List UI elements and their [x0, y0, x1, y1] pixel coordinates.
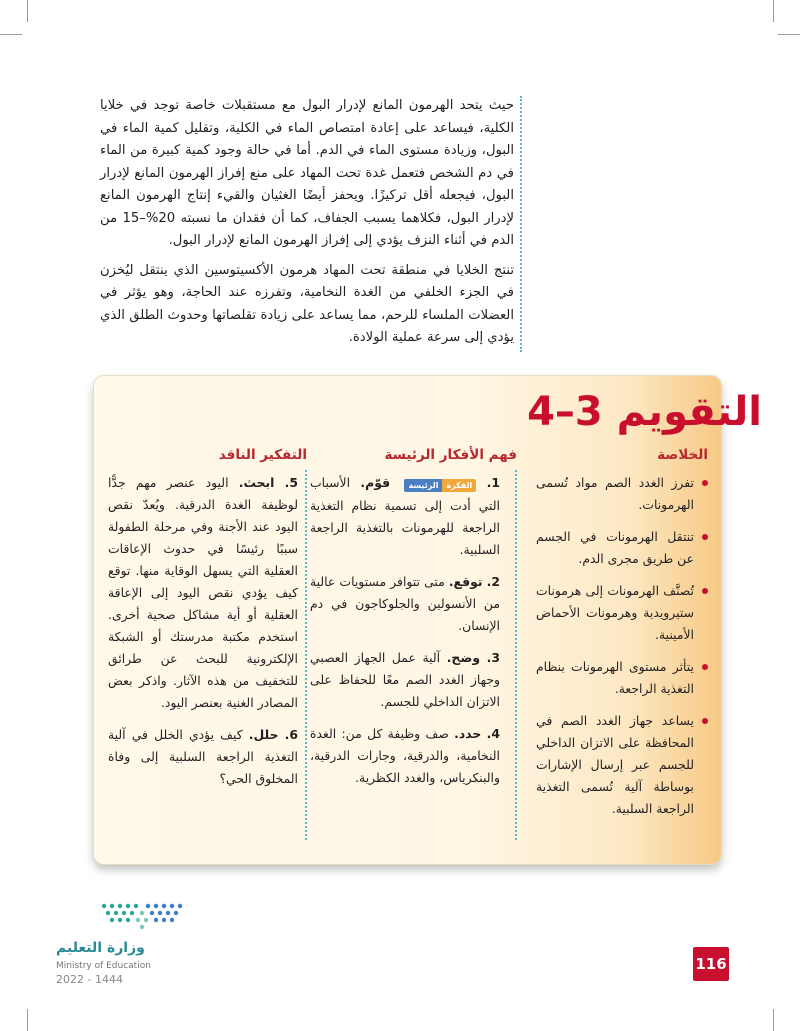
question-5 — [108, 472, 298, 714]
main-idea-tag-label: الفكرة — [442, 479, 476, 492]
question-2 — [310, 571, 500, 637]
summary-column — [536, 472, 708, 830]
summary-item: تُصنَّف الهرمونات إلى هرمونات ستيرويدية وهرمونات الأحماض الأمينية. — [536, 580, 708, 646]
summary-item: يساعد جهاز الغدد الصم في المحافظة على الاتزان الداخلي للجسم عبر إرسال الإشارات بوساطة آلية تُسمى التغذية الراجعة السلبية. — [536, 710, 708, 820]
question-1 — [310, 472, 500, 561]
page-number: 116 — [693, 947, 729, 981]
question-text: الأسباب التي أدت إلى تسمية نظام التغذية الراجعة للهرمونات بالتغذية الراجعة السلبية. — [310, 475, 500, 557]
question-text: آلية عمل الجهاز العصبي وجهاز الغدد الصم معًا للحفاظ على الاتزان الداخلي للجسم. — [310, 649, 500, 709]
ministry-name-english: Ministry of Education — [56, 961, 151, 971]
summary-item: يتأثر مستوى الهرمونات بنظام التغذية الراجعة. — [536, 656, 708, 700]
main-idea-tag — [404, 473, 476, 495]
question-4 — [310, 723, 500, 789]
question-verb: ابحث. — [238, 475, 275, 490]
question-number: 6. — [284, 727, 298, 742]
ideas-column — [310, 472, 500, 799]
question-text: كيف يؤدي الخلل في آلية التغذية الراجعة السلبية إلى وفاة المخلوق الحي؟ — [108, 727, 298, 786]
intro-text — [100, 95, 514, 357]
assessment-title: التقويم 3–4 — [527, 389, 762, 435]
crop-mark — [27, 0, 28, 22]
question-text: متى تتوافر مستويات عالية من الأنسولين والجلوكاجون في دم الإنسان. — [310, 573, 500, 633]
crop-mark — [0, 34, 22, 35]
summary-item: تنتقل الهرمونات في الجسم عن طريق مجرى الدم. — [536, 526, 708, 570]
question-number: 2. — [486, 573, 500, 589]
crop-mark — [778, 34, 800, 35]
question-verb: توقع. — [448, 573, 483, 589]
edition-year: 2022 - 1444 — [56, 973, 123, 986]
intro-paragraph-2: تنتج الخلايا في منطقة تحت المهاد هرمون الأكسيتوسين الذي ينتقل ليُخزن في الجزء الخلفي من الغدة النخامية، وتفرزه عند الحاجة، وهو يؤثر في العضلات الملساء للرحم، مما يساعد على زيادة تقلصاتها وحدوث الطلق الذي يؤدي إلى سرعة عملية الولادة. — [100, 262, 514, 345]
question-3 — [310, 647, 500, 713]
summary-header: الخلاصة — [657, 447, 708, 463]
question-text: اليود عنصر مهم جدًّا لوظيفة الغدة الدرقية. ويُعدّ نقص اليود عند الأجنة وفي مرحلة الطفولة سببًا رئيسًا في حدوث الإعاقات العقلية التي يسهل الوقاية منها. توقع كيف يؤدي نقص اليود إلى الإعاقة العقلية أو أية مشاكل صحية أخرى. استخدم مكتبة مدرستك أو الشبكة الإلكترونية للبحث عن طرائق للتخفيف من هذه الآثار. واذكر بعض المصادر الغنية بعنصر اليود. — [108, 475, 298, 710]
question-verb: وضح. — [446, 649, 481, 665]
main-idea-tag-label: الرئيسة — [404, 479, 442, 492]
crop-mark — [773, 1009, 774, 1031]
crop-mark — [27, 1009, 28, 1031]
column-divider — [305, 470, 307, 840]
question-verb: قوّم. — [360, 475, 391, 490]
question-number: 4. — [486, 725, 500, 741]
ministry-name-arabic: وزارة التعليم — [56, 940, 145, 956]
column-divider — [515, 470, 517, 840]
question-text: صف وظيفة كل من: الغدة النخامية، والدرقية، وجارات الدرقية، والبنكرياس، والغدد الكظرية. — [310, 725, 500, 785]
question-verb: حلل. — [248, 727, 279, 742]
question-number: 1. — [486, 475, 500, 490]
question-number: 5. — [284, 475, 298, 490]
question-verb: حدد. — [454, 725, 482, 741]
intro-paragraph-1: حيث يتحد الهرمون المانع لإدرار البول مع مستقبلات خاصة توجد في خلايا الكلية، فيساعد على إعادة امتصاص الماء في الكلية، وتقليل كمية الماء في البول، وزيادة مستوى الماء في الدم. أما في حالة وجود كمية كبيرة من الماء في دم الشخص فتعمل غدة تحت المهاد على منع إفراز الهرمون المانع لإدرار البول، فيجعله أقل تركيزًا. ويحفز أيضًا الغثيان والقيء إنتاج الهرمون المانع لإدرار البول، فكلاهما يسبب الجفاف، كما أن فقدان ما نسبته 20%–15 من الدم في أثناء النزف يؤدي إلى إفراز الهرمون المانع لإدرار البول. — [100, 98, 515, 248]
critical-header: التفكير الناقد — [218, 447, 307, 463]
summary-item: تفرز الغدد الصم مواد تُسمى الهرمونات. — [536, 472, 708, 516]
question-number: 3. — [486, 649, 500, 665]
ideas-header: فهم الأفكار الرئيسة — [384, 447, 517, 463]
intro-divider — [520, 96, 522, 352]
critical-column — [108, 472, 298, 800]
ministry-logo-icon — [98, 900, 190, 930]
crop-mark — [773, 0, 774, 22]
question-6 — [108, 724, 298, 790]
